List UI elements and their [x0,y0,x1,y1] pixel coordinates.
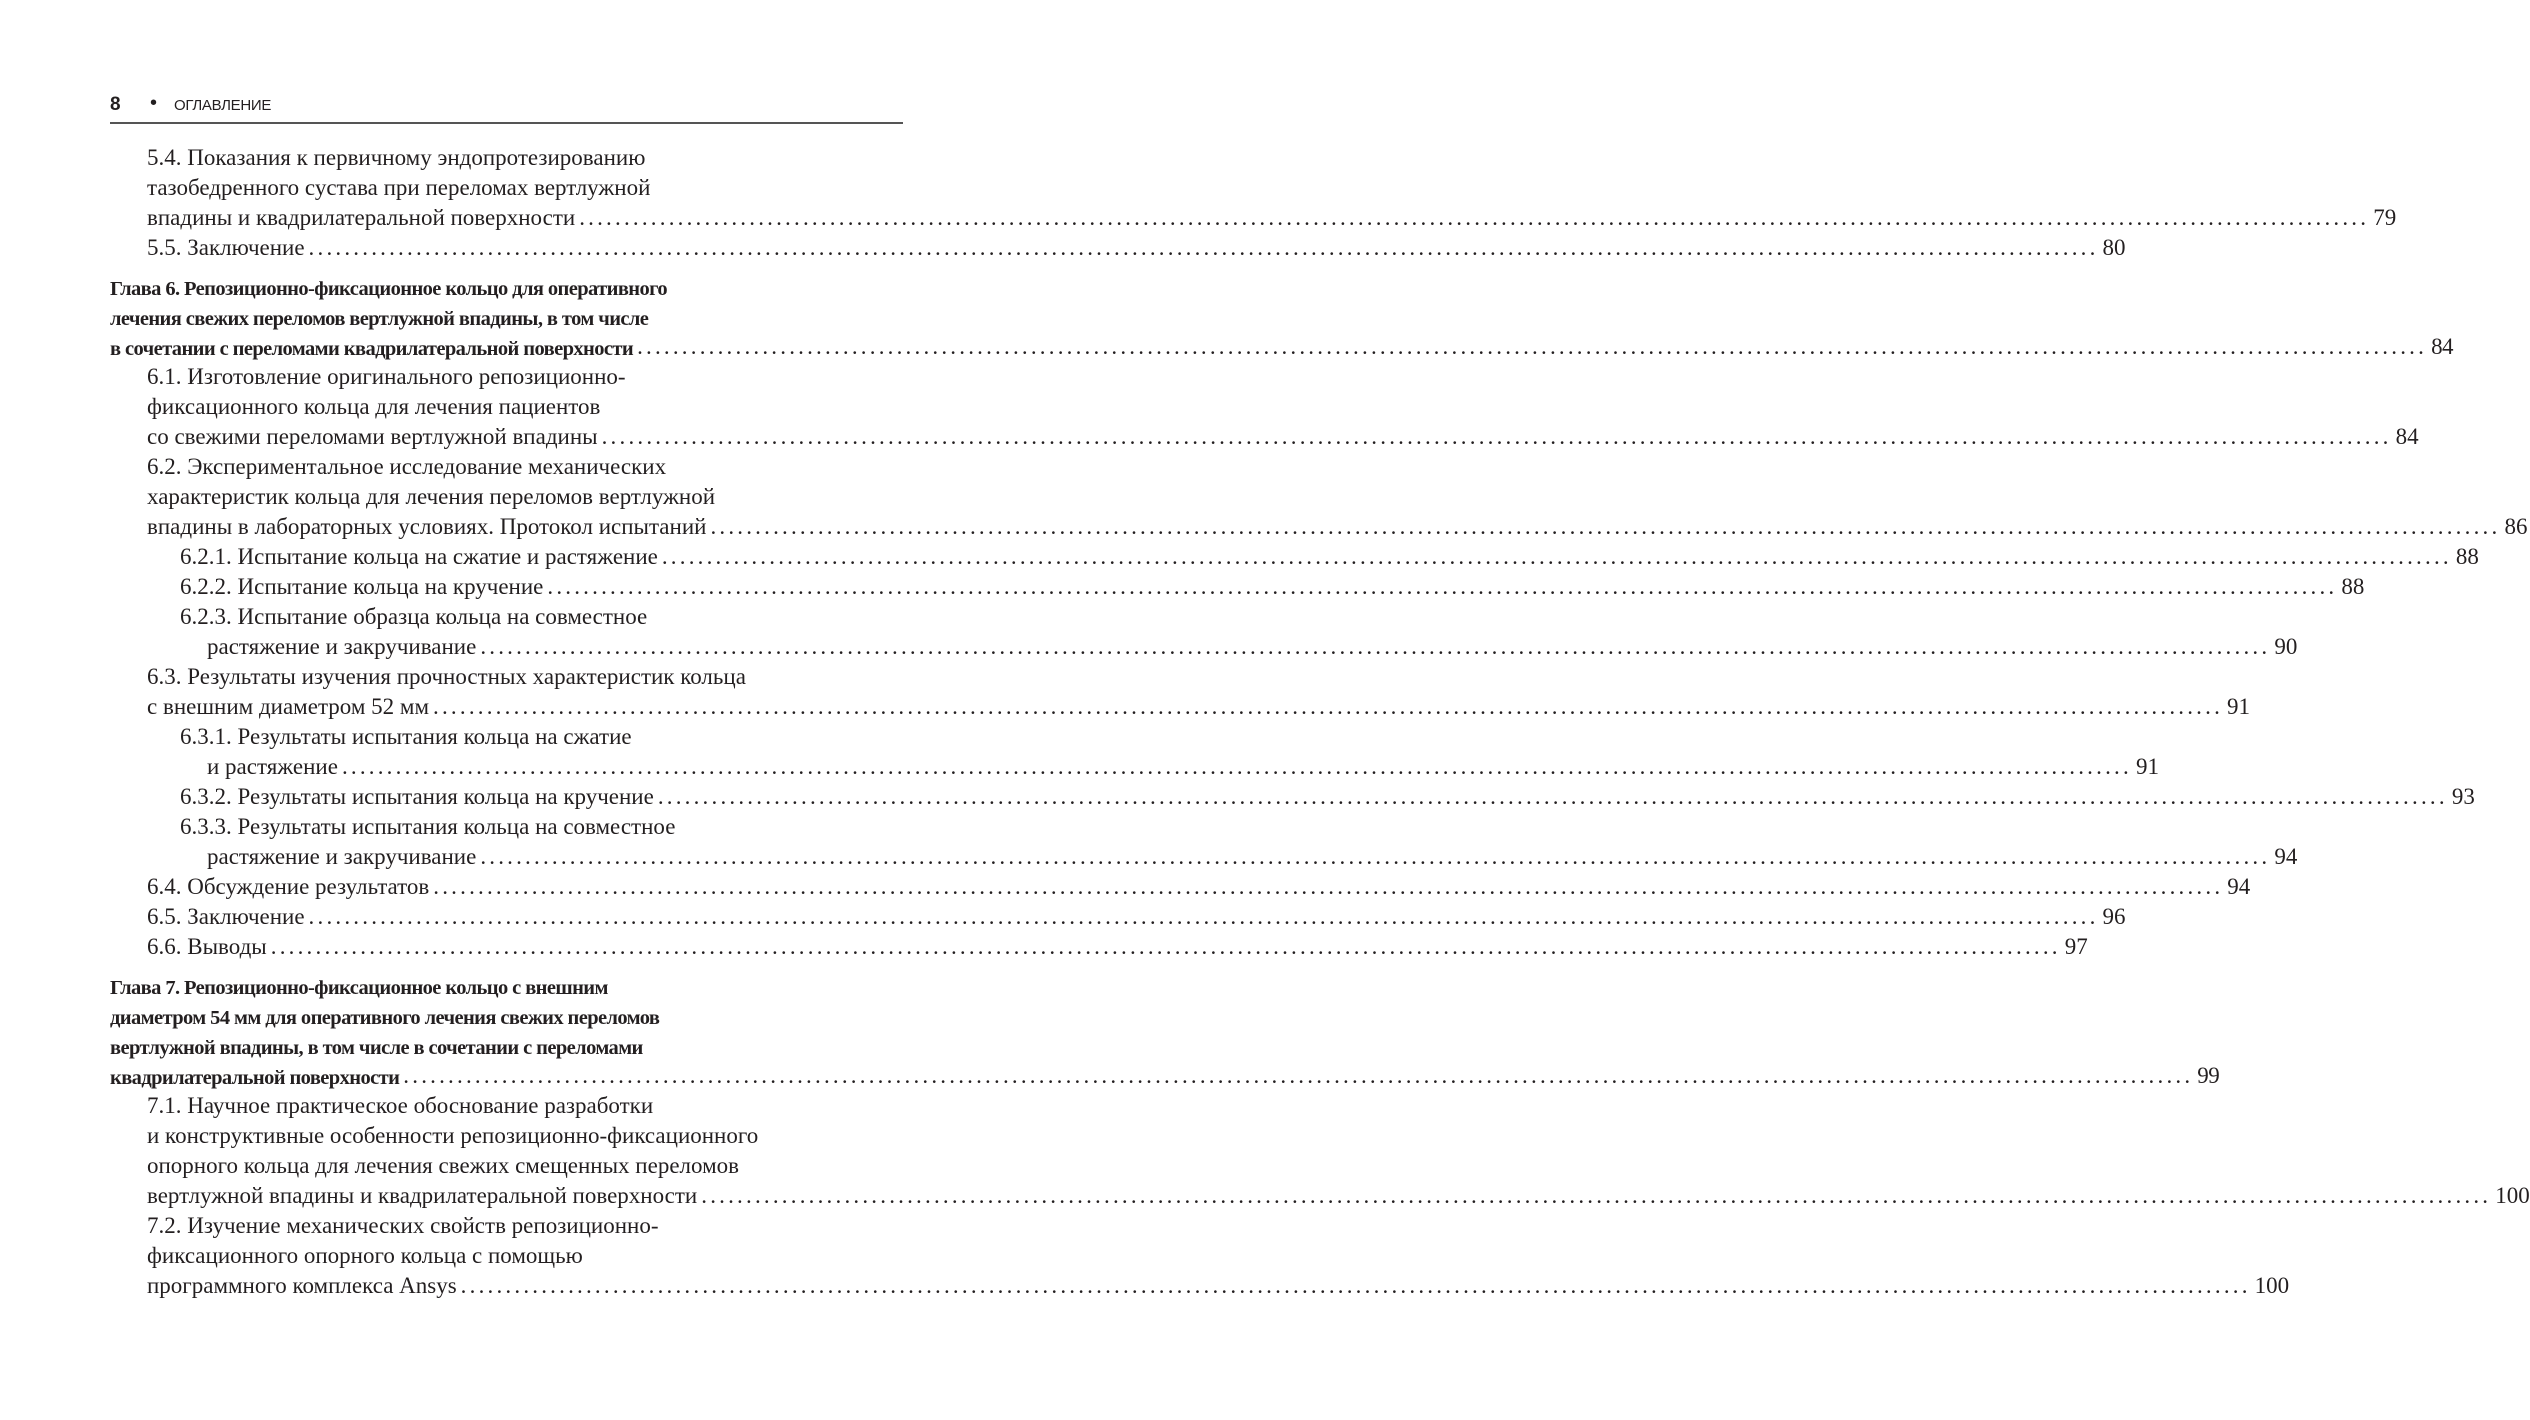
toc-entry-line [110,334,2453,364]
toc-section-entry[interactable] [110,454,2528,544]
toc-entry-line [110,304,903,334]
dot-leader: ........................................................................................................................................................................................................ [637,334,2428,359]
running-title: ОГЛАВЛЕНИЕ [174,97,272,114]
toc-entry-text: 6.4. Обсуждение результатов [147,874,430,899]
dot-leader: ........................................................................................................................................................................................................ [308,904,2099,929]
toc-entry-text: фиксационного опорного кольца с помощью [147,1243,583,1268]
dot-leader: ........................................................................................................................................................................................................ [547,574,2338,599]
toc-entry-line [147,904,2126,934]
toc-section-entry[interactable] [110,934,2088,964]
toc-entry-text: фиксационного кольца для лечения пациентов [147,394,601,419]
toc-entry-line [110,754,2159,784]
dot-leader: ........................................................................................................................................................................................................ [403,1063,2194,1088]
toc-entry-text: 7.2. Изучение механических свойств репозиционно- [147,1213,659,1238]
toc-entry-text: Глава 7. Репозиционно-фиксационное кольцо с внешним [110,977,608,999]
dot-leader: ........................................................................................................................................................................................................ [480,844,2271,869]
toc-page-number: 84 [2395,424,2419,449]
toc-entry-line [147,235,2126,265]
toc-entry-text: квадрилатеральной поверхности [110,1067,400,1089]
toc-entry-line [147,1243,903,1273]
toc-page-number: 96 [2102,904,2126,929]
toc-entry-text: вертлужной впадины, в том числе в сочетании с переломами [110,1037,643,1059]
toc-section-entry[interactable] [110,1093,2530,1213]
toc-page-number: 88 [2455,544,2479,569]
toc-entry-line [110,844,2298,874]
dot-leader: ........................................................................................................................................................................................................ [460,1273,2251,1298]
toc-entry-line [147,364,903,394]
toc-entry-text: Глава 6. Репозиционно-фиксационное кольцо для оперативного [110,278,668,300]
dot-leader: ........................................................................................................................................................................................................ [433,694,2224,719]
toc-entry-line [147,205,2397,235]
toc-entry-text: растяжение и закручивание [207,634,477,659]
toc-entry-text: 6.2.3. Испытание образца кольца на совместное [180,604,648,629]
toc-section-entry[interactable] [110,664,2251,724]
toc-page-number: 99 [2197,1063,2220,1088]
toc-entry-text: и конструктивные особенности репозиционно-фиксационного [147,1123,759,1148]
toc-entry-line [147,664,903,694]
toc-entry-text: лечения свежих переломов вертлужной впадины, в том числе [110,308,649,330]
toc-page-number: 91 [2227,694,2251,719]
toc-page-number: 84 [2431,334,2453,359]
toc-section-entry[interactable] [110,145,2397,235]
toc-page-number: 90 [2274,634,2298,659]
toc-entry-text: диаметром 54 мм для оперативного лечения свежих переломов [110,1007,660,1029]
toc-section-entry[interactable] [110,784,2475,814]
toc-entry-line [147,175,903,205]
dot-leader: ........................................................................................................................................................................................................ [480,634,2271,659]
toc-page-number: 91 [2135,754,2159,779]
page-number: 8 [110,94,121,115]
toc-section-entry[interactable] [110,1213,2290,1303]
toc-entry-text: вертлужной впадины и квадрилатеральной поверхности [147,1183,698,1208]
toc-entry-line [147,1093,903,1123]
dot-leader: ........................................................................................................................................................................................................ [270,934,2061,959]
toc-entry-text: 6.6. Выводы [147,934,267,959]
dot-leader: ........................................................................................................................................................................................................ [710,514,2501,539]
toc-page-number: 100 [2495,1183,2530,1208]
toc-section-entry[interactable] [110,235,2126,265]
dot-leader: ........................................................................................................................................................................................................ [579,205,2370,230]
toc-entry-line [110,574,2365,604]
toc-entry-line [110,724,903,754]
toc-section-entry[interactable] [110,574,2365,604]
toc-entry-text: тазобедренного сустава при переломах вертлужной [147,175,651,200]
toc-section-entry[interactable] [110,904,2126,934]
bullet-separator: • [150,92,158,114]
toc-entry-line [110,1063,2220,1093]
dot-leader: ........................................................................................................................................................................................................ [341,754,2132,779]
toc-entry-line [147,394,903,424]
toc-entry-text: растяжение и закручивание [207,844,477,869]
toc-entry-line [147,454,903,484]
toc-entry-text: 5.4. Показания к первичному эндопротезированию [147,145,646,170]
toc-entry-text: впадины в лабораторных условиях. Протокол испытаний [147,514,707,539]
toc-page-number: 86 [2504,514,2528,539]
toc-chapter-entry[interactable] [110,274,2453,364]
toc-section-entry[interactable] [110,544,2479,574]
toc-entry-line [147,514,2528,544]
toc-entry-line [147,874,2251,904]
toc-entry-line [110,814,903,844]
toc-entry-text: 6.3. Результаты изучения прочностных характеристик кольца [147,664,746,689]
toc-entry-line [147,934,2088,964]
table-of-contents [110,145,2530,1303]
dot-leader: ........................................................................................................................................................................................................ [601,424,2392,449]
toc-entry-text: 6.1. Изготовление оригинального репозиционно- [147,364,626,389]
dot-leader: ........................................................................................................................................................................................................ [433,874,2224,899]
toc-entry-text: опорного кольца для лечения свежих смещенных переломов [147,1153,739,1178]
toc-entry-text: в сочетании с переломами квадрилатеральной поверхности [110,338,634,360]
toc-entry-text: с внешним диаметром 52 мм [147,694,430,719]
toc-entry-line [147,424,2419,454]
toc-section-entry[interactable] [110,874,2251,904]
toc-entry-line [110,1003,903,1033]
toc-entry-text: 6.3.2. Результаты испытания кольца на кручение [180,784,654,809]
toc-entry-line [147,694,2251,724]
toc-section-entry[interactable] [110,364,2419,454]
toc-entry-line [147,1123,903,1153]
dot-leader: ........................................................................................................................................................................................................ [657,784,2448,809]
running-header [110,92,903,124]
toc-entry-text: 7.1. Научное практическое обоснование разработки [147,1093,654,1118]
toc-page-number: 79 [2373,205,2397,230]
toc-page-number: 100 [2254,1273,2290,1298]
toc-entry-text: программного комплекса Ansys [147,1273,457,1298]
toc-entry-line [147,1153,903,1183]
toc-entry-text: со свежими переломами вертлужной впадины [147,424,598,449]
toc-page-number: 88 [2341,574,2365,599]
dot-leader: ........................................................................................................................................................................................................ [661,544,2452,569]
dot-leader: ........................................................................................................................................................................................................ [308,235,2099,260]
toc-entry-line [147,1183,2530,1213]
dot-leader: ........................................................................................................................................................................................................ [701,1183,2492,1208]
toc-section-entry[interactable] [110,814,2298,874]
toc-entry-line [110,634,2298,664]
toc-entry-text: характеристик кольца для лечения переломов вертлужной [147,484,716,509]
toc-page-number: 94 [2227,874,2251,899]
toc-page-number: 97 [2064,934,2088,959]
toc-chapter-entry[interactable] [110,973,2220,1093]
toc-section-entry[interactable] [110,724,2159,784]
toc-section-entry[interactable] [110,604,2298,664]
toc-entry-text: 6.2. Экспериментальное исследование механических [147,454,667,479]
toc-entry-text: 6.5. Заключение [147,904,305,929]
toc-page-number: 80 [2102,235,2126,260]
toc-entry-text: впадины и квадрилатеральной поверхности [147,205,576,230]
toc-entry-line [110,544,2479,574]
toc-entry-text: 6.3.1. Результаты испытания кольца на сжатие [180,724,632,749]
toc-entry-line [110,1033,903,1063]
toc-entry-line [147,1273,2290,1303]
toc-entry-line [147,484,903,514]
toc-entry-line [147,145,903,175]
toc-entry-text: 5.5. Заключение [147,235,305,260]
toc-entry-line [110,784,2475,814]
toc-entry-text: 6.2.1. Испытание кольца на сжатие и растяжение [180,544,658,569]
toc-entry-line [147,1213,903,1243]
toc-entry-text: и растяжение [207,754,338,779]
toc-entry-line [110,604,903,634]
toc-page-number: 94 [2274,844,2298,869]
toc-entry-line [110,973,903,1003]
toc-entry-line [110,274,903,304]
toc-entry-text: 6.2.2. Испытание кольца на кручение [180,574,544,599]
toc-page-number: 93 [2451,784,2475,809]
toc-entry-text: 6.3.3. Результаты испытания кольца на совместное [180,814,676,839]
